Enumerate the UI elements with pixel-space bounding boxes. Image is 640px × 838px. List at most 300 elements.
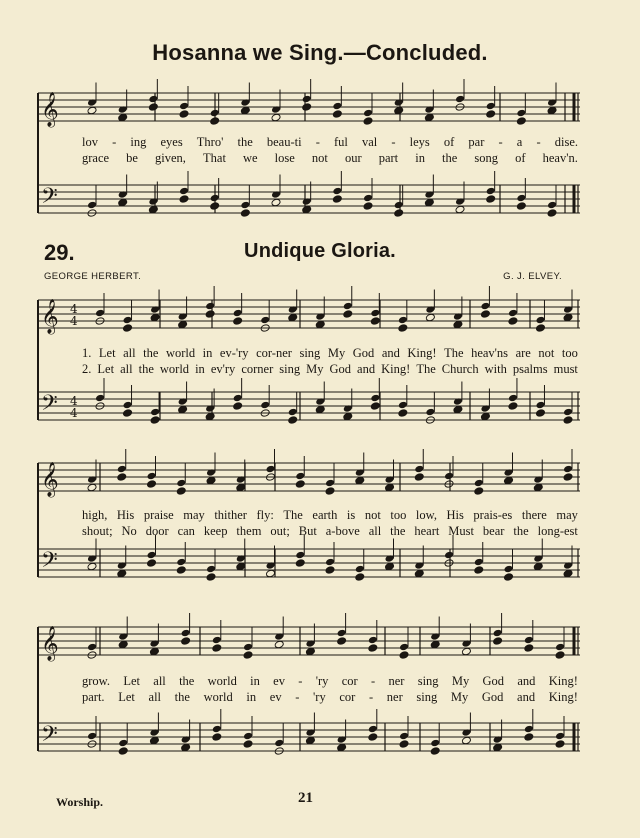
note-head xyxy=(206,476,216,485)
note-head xyxy=(147,559,157,568)
lyric-syllable: heav'ns xyxy=(471,346,509,360)
note-head xyxy=(370,309,380,318)
lyric-syllable: all xyxy=(368,524,382,538)
note-head xyxy=(444,472,454,481)
lyric-syllable: Let xyxy=(118,690,135,704)
note-head xyxy=(547,106,557,115)
note-head xyxy=(206,565,216,574)
note-head xyxy=(343,412,353,421)
note-head xyxy=(288,416,298,425)
lyric-syllable: lov xyxy=(82,135,98,149)
note-head xyxy=(533,562,543,571)
note-head xyxy=(260,316,270,325)
note-head xyxy=(343,310,353,319)
lyric-syllable: Must xyxy=(448,524,474,538)
lyric-syllable: is xyxy=(346,508,356,522)
note-head xyxy=(243,651,253,660)
lyric-syllable: ev xyxy=(269,690,282,704)
note-head xyxy=(148,103,158,112)
section-label: Worship. xyxy=(56,795,104,809)
note-head xyxy=(123,401,133,410)
note-head xyxy=(363,202,373,211)
lyric-syllable: door xyxy=(145,524,169,538)
note-head xyxy=(325,479,335,488)
lyric-line xyxy=(82,135,578,150)
lyric-syllable: must xyxy=(553,362,578,376)
note-head xyxy=(95,309,105,318)
lyric-syllable: there xyxy=(521,508,547,522)
lyric-syllable: world xyxy=(203,690,233,704)
author-credit: GEORGE HERBERT. xyxy=(44,271,142,282)
note-head xyxy=(516,109,526,118)
lyric-syllable: The xyxy=(283,508,303,522)
note-head xyxy=(233,402,243,411)
note-head xyxy=(504,565,514,574)
lyric-syllable: the xyxy=(390,524,406,538)
bass-clef: 𝄢 xyxy=(41,548,58,578)
note-head xyxy=(398,401,408,410)
note-head xyxy=(399,651,409,660)
note-head xyxy=(398,409,408,418)
lyric-syllable: cor-ner xyxy=(256,346,292,360)
note-head xyxy=(305,736,315,745)
note-head xyxy=(516,194,526,203)
note-head xyxy=(453,320,463,329)
note-head xyxy=(179,110,189,119)
lyric-syllable: King! xyxy=(548,674,578,688)
lyric-syllable: ing xyxy=(130,135,147,149)
note-head xyxy=(394,209,404,218)
lyric-syllable: of xyxy=(443,135,455,149)
note-head xyxy=(424,198,434,207)
note-head xyxy=(123,324,133,333)
lyric-line xyxy=(82,508,578,523)
note-head xyxy=(315,405,325,414)
lyric-syllable: not xyxy=(538,346,555,360)
note-head xyxy=(555,651,565,660)
lyric-syllable: ev-'ry xyxy=(219,346,249,360)
lyric-syllable: sing xyxy=(416,690,438,704)
treble-clef: 𝄞 xyxy=(41,626,59,661)
note-head xyxy=(385,562,395,571)
note-head xyxy=(547,201,557,210)
lyric-syllable: all xyxy=(123,346,136,360)
note-head xyxy=(87,483,97,492)
lyric-syllable: low, xyxy=(415,508,437,522)
note-head xyxy=(302,205,312,214)
lyric-syllable: My xyxy=(450,690,469,704)
lyric-syllable: ner xyxy=(386,690,403,704)
note-head xyxy=(363,117,373,126)
note-head xyxy=(414,465,424,474)
lyric-line xyxy=(82,151,578,166)
note-head xyxy=(508,394,518,403)
note-head xyxy=(118,640,128,649)
lyric-syllable: beau-ti xyxy=(266,135,302,149)
note-head xyxy=(176,558,186,567)
lyric-syllable: My xyxy=(306,362,324,376)
note-head xyxy=(547,209,557,218)
note-head xyxy=(398,324,408,333)
note-head xyxy=(363,109,373,118)
note-head xyxy=(493,629,503,638)
lyric-syllable: heart xyxy=(414,524,440,538)
note-head xyxy=(117,465,127,474)
lyric-syllable: leys xyxy=(409,135,430,149)
lyric-syllable: part. xyxy=(82,690,105,704)
note-head xyxy=(398,316,408,325)
lyric-syllable: - xyxy=(295,690,300,704)
lyric-syllable: fly: xyxy=(256,508,274,522)
note-head xyxy=(394,201,404,210)
treble-clef: 𝄞 xyxy=(41,92,59,127)
note-head xyxy=(236,562,246,571)
lyric-syllable: - xyxy=(298,674,303,688)
lyric-syllable: too xyxy=(390,508,407,522)
note-head xyxy=(555,740,565,749)
lyric-line xyxy=(82,362,578,377)
note-head xyxy=(563,408,573,417)
time-sig-bottom: 4 xyxy=(70,406,78,420)
note-head xyxy=(332,102,342,111)
lyric-syllable: world xyxy=(165,346,196,360)
lyric-syllable: a xyxy=(516,135,523,149)
note-head xyxy=(535,316,545,325)
lyric-syllable: Let xyxy=(123,674,140,688)
lyric-syllable: cor xyxy=(341,674,358,688)
note-head xyxy=(474,558,484,567)
note-head xyxy=(533,483,543,492)
note-head xyxy=(535,324,545,333)
lyric-syllable: and xyxy=(357,362,376,376)
note-head xyxy=(181,637,191,646)
lyric-syllable: song xyxy=(474,151,499,165)
note-head xyxy=(474,566,484,575)
note-head xyxy=(302,95,312,104)
note-head xyxy=(508,317,518,326)
lyric-syllable: praise xyxy=(143,508,174,522)
bass-clef: 𝄢 xyxy=(41,722,58,752)
note-head xyxy=(274,640,284,649)
note-head xyxy=(212,636,222,645)
note-head xyxy=(493,743,503,752)
lyric-syllable: all xyxy=(148,690,162,704)
time-sig-bottom: 4 xyxy=(70,314,78,328)
lyric-line xyxy=(82,674,578,689)
lyric-syllable: shout; xyxy=(82,524,113,538)
lyric-syllable: The xyxy=(444,346,464,360)
lyric-syllable: sing xyxy=(299,346,321,360)
lyric-syllable: out; xyxy=(270,524,290,538)
note-head xyxy=(524,733,534,742)
lyric-syllable: grace xyxy=(82,151,110,165)
note-head xyxy=(337,743,347,752)
lyric-syllable: not xyxy=(364,508,381,522)
note-head xyxy=(210,194,220,203)
lyric-syllable: them xyxy=(236,524,262,538)
lyric-syllable: world xyxy=(207,674,237,688)
note-head xyxy=(486,195,496,204)
note-head xyxy=(455,95,465,104)
bass-clef: 𝄢 xyxy=(41,391,58,421)
lyric-syllable: bear xyxy=(482,524,505,538)
note-head xyxy=(486,110,496,119)
lyric-syllable: ful xyxy=(333,135,348,149)
note-head xyxy=(212,644,222,653)
note-head xyxy=(118,113,128,122)
note-head xyxy=(260,401,270,410)
lyric-syllable: in xyxy=(195,362,205,376)
note-head xyxy=(486,102,496,111)
lyric-syllable: Let xyxy=(97,362,115,376)
lyric-syllable: psalms xyxy=(512,362,548,376)
note-head xyxy=(179,102,189,111)
note-head xyxy=(444,551,454,560)
lyric-syllable: the xyxy=(237,135,253,149)
note-head xyxy=(315,320,325,329)
lyric-syllable: the xyxy=(513,524,529,538)
lyric-syllable: and xyxy=(381,346,400,360)
note-head xyxy=(205,302,215,311)
note-head xyxy=(181,629,191,638)
lyric-syllable: ev xyxy=(273,674,285,688)
lyric-syllable: of xyxy=(515,151,526,165)
time-sig-top: 4 xyxy=(70,394,78,408)
lyric-syllable: part xyxy=(378,151,399,165)
lyric-syllable: King! xyxy=(381,362,411,376)
note-head xyxy=(147,480,157,489)
note-head xyxy=(147,551,157,560)
lyric-syllable: - xyxy=(370,674,376,688)
note-head xyxy=(123,316,133,325)
note-head xyxy=(430,739,440,748)
note-head xyxy=(337,629,347,638)
note-head xyxy=(563,569,573,578)
note-head xyxy=(414,569,424,578)
note-head xyxy=(210,117,220,126)
note-head xyxy=(430,747,440,756)
treble-clef: 𝄞 xyxy=(41,299,59,334)
note-head xyxy=(176,487,186,496)
lyric-syllable: God xyxy=(352,346,375,360)
lyric-syllable: corner xyxy=(241,362,274,376)
lyric-syllable: val xyxy=(361,135,378,149)
lyric-syllable: the xyxy=(179,674,195,688)
lyric-syllable: Let xyxy=(98,346,116,360)
lyric-syllable: dise. xyxy=(554,135,578,149)
note-head xyxy=(295,472,305,481)
note-head xyxy=(288,313,298,322)
note-head xyxy=(504,476,514,485)
lyric-syllable: prais-es xyxy=(473,508,513,522)
note-head xyxy=(288,408,298,417)
note-head xyxy=(563,473,573,482)
lyric-syllable: the xyxy=(174,690,190,704)
note-head xyxy=(325,558,335,567)
note-head xyxy=(370,317,380,326)
lyric-syllable: par xyxy=(468,135,485,149)
note-head xyxy=(524,636,534,645)
note-head xyxy=(337,637,347,646)
section-title: Hosanna we Sing.—Concluded. xyxy=(152,40,488,65)
note-head xyxy=(210,202,220,211)
note-head xyxy=(399,732,409,741)
lyric-syllable: world xyxy=(159,362,190,376)
note-head xyxy=(563,465,573,474)
note-head xyxy=(205,310,215,319)
note-head xyxy=(236,483,246,492)
note-head xyxy=(271,113,281,122)
lyric-syllable: - xyxy=(368,690,374,704)
note-head xyxy=(179,187,189,196)
lyric-syllable: King! xyxy=(407,346,437,360)
lyric-syllable: His xyxy=(116,508,135,522)
lyric-syllable: 1. xyxy=(82,346,92,360)
lyric-syllable: the xyxy=(143,346,159,360)
note-head xyxy=(181,743,191,752)
note-head xyxy=(295,551,305,560)
note-head xyxy=(480,412,490,421)
note-head xyxy=(504,573,514,582)
note-head xyxy=(295,480,305,489)
note-head xyxy=(233,317,243,326)
note-head xyxy=(524,725,534,734)
hymn-title: Undique Gloria. xyxy=(244,240,396,262)
treble-clef: 𝄞 xyxy=(41,462,59,497)
lyric-syllable: 'ry xyxy=(315,674,329,688)
note-head xyxy=(87,106,97,115)
lyric-syllable: are xyxy=(515,346,531,360)
lyric-syllable: in xyxy=(202,346,213,360)
lyric-syllable: Church xyxy=(441,362,479,376)
note-head xyxy=(233,309,243,318)
note-head xyxy=(150,416,160,425)
lyric-syllable: in xyxy=(415,151,425,165)
note-head xyxy=(394,106,404,115)
note-head xyxy=(480,302,490,311)
lyric-syllable: heav'n. xyxy=(542,151,578,165)
note-head xyxy=(474,487,484,496)
note-head xyxy=(87,643,97,652)
note-head xyxy=(425,313,435,322)
note-head xyxy=(274,739,284,748)
lyric-line xyxy=(82,690,578,705)
note-head xyxy=(424,113,434,122)
note-head xyxy=(176,479,186,488)
bass-clef: 𝄢 xyxy=(41,184,58,214)
note-head xyxy=(243,732,253,741)
note-head xyxy=(430,640,440,649)
lyric-syllable: eyes xyxy=(160,135,183,149)
lyric-syllable: too xyxy=(561,346,578,360)
note-head xyxy=(535,401,545,410)
note-head xyxy=(148,95,158,104)
lyric-syllable: sing xyxy=(279,362,301,376)
note-head xyxy=(425,408,435,417)
lyric-syllable: God xyxy=(482,674,505,688)
lyric-syllable: The xyxy=(416,362,436,376)
lyric-syllable: given, xyxy=(155,151,186,165)
note-head xyxy=(368,636,378,645)
lyric-syllable: - xyxy=(315,135,320,149)
lyric-syllable: - xyxy=(498,135,503,149)
lyric-syllable: and xyxy=(517,674,536,688)
note-head xyxy=(117,473,127,482)
note-head xyxy=(118,739,128,748)
note-head xyxy=(206,573,216,582)
note-head xyxy=(368,733,378,742)
note-head xyxy=(332,187,342,196)
lyric-syllable: That xyxy=(203,151,226,165)
note-head xyxy=(332,110,342,119)
note-head xyxy=(461,736,471,745)
note-head xyxy=(95,394,105,403)
lyric-syllable: 'ry xyxy=(313,690,326,704)
lyric-syllable: earth xyxy=(312,508,338,522)
note-head xyxy=(399,643,409,652)
lyric-syllable: God xyxy=(329,362,352,376)
lyric-syllable: Thro' xyxy=(196,135,224,149)
note-head xyxy=(385,483,395,492)
lyric-syllable: grow. xyxy=(82,674,111,688)
note-head xyxy=(355,573,365,582)
note-head xyxy=(176,566,186,575)
note-head xyxy=(118,747,128,756)
lyric-syllable: we xyxy=(243,151,258,165)
note-head xyxy=(123,409,133,418)
note-head xyxy=(240,209,250,218)
lyric-syllable: thither xyxy=(214,508,247,522)
lyric-syllable: - xyxy=(391,135,396,149)
note-head xyxy=(205,412,215,421)
note-head xyxy=(243,740,253,749)
note-head xyxy=(147,472,157,481)
note-head xyxy=(461,647,471,656)
lyric-syllable: - xyxy=(536,135,541,149)
note-head xyxy=(212,725,222,734)
lyric-line xyxy=(82,524,578,539)
note-head xyxy=(453,405,463,414)
note-head xyxy=(210,109,220,118)
note-head xyxy=(368,725,378,734)
note-head xyxy=(325,487,335,496)
note-head xyxy=(343,302,353,311)
hymn-number: 29. xyxy=(44,240,75,265)
note-head xyxy=(368,644,378,653)
lyric-syllable: keep xyxy=(203,524,228,538)
lyric-syllable: the xyxy=(442,151,458,165)
note-head xyxy=(117,569,127,578)
note-head xyxy=(118,198,128,207)
lyric-syllable: our xyxy=(344,151,362,165)
lyric-syllable: 2. xyxy=(82,362,92,376)
note-head xyxy=(508,402,518,411)
lyric-syllable: the xyxy=(138,362,154,376)
lyric-syllable: not xyxy=(311,151,328,165)
note-head xyxy=(87,201,97,210)
note-head xyxy=(271,198,281,207)
lyric-syllable: No xyxy=(121,524,137,538)
note-head xyxy=(87,732,97,741)
note-head xyxy=(240,201,250,210)
note-head xyxy=(455,205,465,214)
lyric-syllable: with xyxy=(484,362,507,376)
lyric-syllable: in xyxy=(246,690,257,704)
note-head xyxy=(414,473,424,482)
lyric-syllable: God xyxy=(481,690,504,704)
note-head xyxy=(399,740,409,749)
note-head xyxy=(563,416,573,425)
